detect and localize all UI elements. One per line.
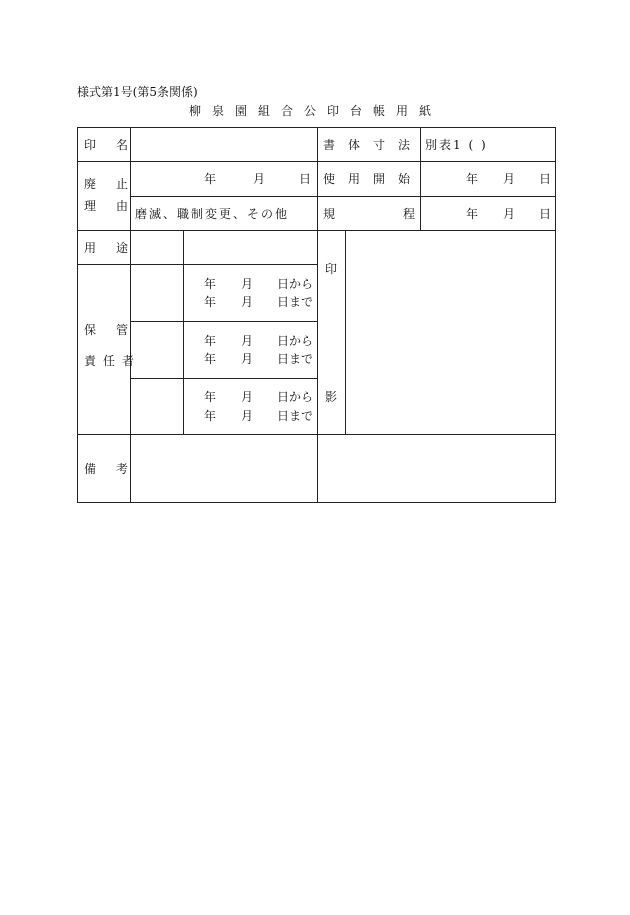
impression-label-top: 印: [325, 262, 338, 276]
reason-label: 理由: [84, 199, 149, 213]
table-border: [78, 128, 556, 503]
custodian-label-line1: 保管: [84, 323, 149, 337]
period-1-from-year: 年: [204, 277, 217, 291]
remarks-label: 備考: [84, 462, 149, 476]
typeface-size-label: 書体寸法: [323, 138, 424, 152]
abolition-date-day: 日: [299, 172, 312, 186]
usage-start-month: 月: [503, 172, 516, 186]
period-3-from-day: 日から: [277, 390, 314, 404]
regulation-day: 日: [539, 207, 552, 221]
period-2-to-year: 年: [204, 352, 217, 366]
seal-name-label: 印名: [84, 138, 149, 152]
abolition-date-month: 月: [253, 172, 266, 186]
form-title: 柳泉園組合公印台帳用紙: [189, 104, 443, 118]
period-3-to-day: 日まで: [277, 409, 314, 423]
typeface-size-value: 別表1 ( ): [425, 138, 488, 152]
period-2-to-day: 日まで: [277, 352, 314, 366]
period-3-to-month: 月: [241, 409, 254, 423]
period-2-to-month: 月: [241, 352, 254, 366]
regulation-year: 年: [466, 207, 479, 221]
period-2-from-month: 月: [241, 334, 254, 348]
usage-start-year: 年: [466, 172, 479, 186]
impression-label-bottom: 影: [325, 390, 338, 404]
period-3-from-month: 月: [241, 390, 254, 404]
form-number: 様式第1号(第5条関係): [77, 85, 198, 99]
period-1-from-month: 月: [241, 277, 254, 291]
period-3-from-year: 年: [204, 390, 217, 404]
period-1-to-day: 日まで: [277, 295, 314, 309]
period-1-from-day: 日から: [277, 277, 314, 291]
usage-start-label: 使用開始: [323, 172, 424, 186]
period-2-from-day: 日から: [277, 334, 314, 348]
regulation-label-first: 規: [323, 207, 336, 221]
custodian-label-line2: 責任者: [84, 354, 142, 368]
period-3-to-year: 年: [204, 409, 217, 423]
period-2-from-year: 年: [204, 334, 217, 348]
purpose-label: 用途: [84, 241, 149, 255]
period-1-to-month: 月: [241, 295, 254, 309]
regulation-month: 月: [503, 207, 516, 221]
regulation-label-second: 程: [403, 207, 416, 221]
period-1-to-year: 年: [204, 295, 217, 309]
abolition-label: 廃止: [84, 177, 149, 191]
abolition-reason-options: 磨滅、職制変更、その他: [135, 207, 290, 221]
abolition-date-year: 年: [204, 172, 217, 186]
usage-start-day: 日: [539, 172, 552, 186]
